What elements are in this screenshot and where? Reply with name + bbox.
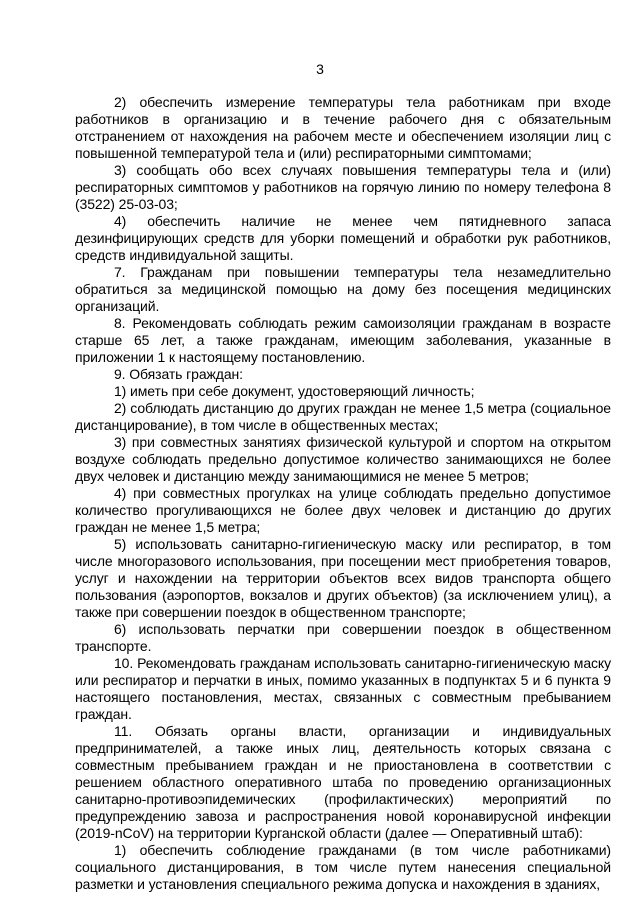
paragraph-item-4-disinfectants: 4) обеспечить наличие не менее чем пятидневного запаса дезинфицирующих средств для уборки помещений и обработки рук работников, средств индивидуальной защиты. [75, 213, 611, 263]
paragraph-point-9-item-4: 4) при совместных прогулках на улице соблюдать предельно допустимое количество прогуливающихся не более двух человек и дистанцию до других граждан не менее 1,5 метра; [75, 485, 611, 535]
paragraph-point-11-item-1: 1) обеспечить соблюдение гражданами (в том числе работниками) социального дистанцирования, в том числе путем нанесения специальной разметки и установления специального режима допуска и нахождения в зданиях, [75, 842, 611, 892]
page-number: 3 [316, 61, 324, 77]
paragraph-point-9-item-3: 3) при совместных занятиях физической культурой и спортом на открытом воздухе соблюдать предельно допустимое количество занимающихся не более двух человек и дистанцию между занимающимися не менее 5 метров; [75, 434, 611, 484]
paragraph-point-9-item-2: 2) соблюдать дистанцию до других граждан не менее 1,5 метра (социальное дистанцирование), в том числе в общественных местах; [75, 400, 611, 433]
paragraph-point-8: 8. Рекомендовать соблюдать режим самоизоляции гражданам в возрасте старше 65 лет, а также гражданам, имеющим заболевания, указанные в приложении 1 к настоящему постановлению. [75, 315, 611, 365]
paragraph-item-3-hotline: 3) сообщать обо всех случаях повышения температуры тела и (или) респираторных симптомов у работников на горячую линию по номеру телефона 8 (3522) 25-03-03; [75, 162, 611, 212]
paragraph-point-9-item-5: 5) использовать санитарно-гигиеническую маску или респиратор, в том числе многоразового использования, при посещении мест приобретения товаров, услуг и нахождении на территории объектов всех видов транспорта общего пользования (аэропортов, вокзалов и других объектов) (за исключением улиц), а также при совершении поездок в общественном транспорте; [75, 536, 611, 620]
document-body [75, 94, 611, 893]
paragraph-point-9-item-1: 1) иметь при себе документ, удостоверяющий личность; [114, 383, 475, 399]
paragraph-point-11: 11. Обязать органы власти, организации и индивидуальных предпринимателей, а также иных лиц, деятельность которых связана с совместным пребыванием граждан и не приостановлена в соответствии с решением областного оперативного штаба по проведению организационных санитарно-противоэпидемических (профилактических) мероприятий по предупреждению завоза и распространения новой коронавирусной инфекции (2019-nCoV) на территории Курганской области (далее — Оперативный штаб): [75, 723, 611, 841]
paragraph-point-9-item-6: 6) использовать перчатки при совершении поездок в общественном транспорте. [75, 621, 611, 654]
paragraph-item-2-temperature: 2) обеспечить измерение температуры тела работникам при входе работников в организацию и в течение рабочего дня с обязательным отстранением от нахождения на рабочем месте и обеспечением изоляции лиц с повышенной температурой тела и (или) респираторными симптомами; [75, 94, 611, 161]
paragraph-point-7: 7. Гражданам при повышении температуры тела незамедлительно обратиться за медицинской помощью на дому без посещения медицинских организаций. [75, 264, 611, 314]
paragraph-point-10: 10. Рекомендовать гражданам использовать санитарно-гигиеническую маску или респиратор и перчатки в иных, помимо указанных в подпунктах 5 и 6 пункта 9 настоящего постановления, местах, связанных с совместным пребыванием граждан. [75, 655, 611, 722]
paragraph-point-9: 9. Обязать граждан: [114, 366, 243, 382]
